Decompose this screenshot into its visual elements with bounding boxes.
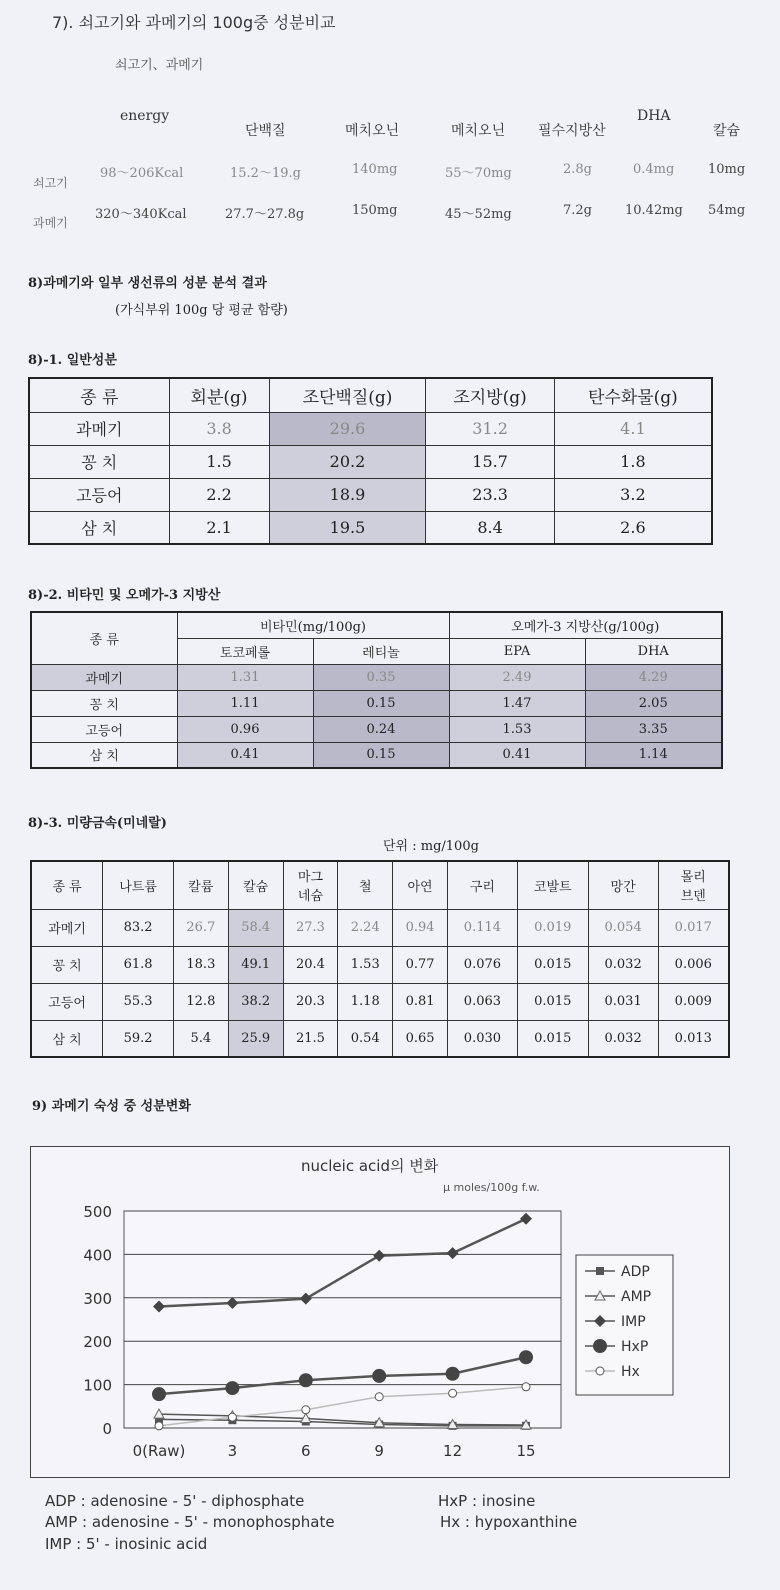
table-row	[31, 946, 729, 983]
table-cell: 0.054	[588, 909, 658, 946]
table-cell: 0.77	[393, 946, 448, 983]
table-cell: 0.031	[588, 983, 658, 1020]
table-header: 코발트	[517, 861, 588, 909]
table-cell: 8.4	[426, 511, 554, 544]
chart-title: nucleic acid의 변화	[301, 1157, 439, 1175]
data-point-hx	[375, 1393, 383, 1401]
table-cell: 0.41	[449, 742, 585, 768]
x-tick-label: 0(Raw)	[132, 1442, 186, 1460]
data-point-hxp	[152, 1387, 166, 1401]
table-cell: 2.1	[169, 511, 269, 544]
table-cell: 1.53	[338, 946, 393, 983]
table-cell: 0.41	[177, 742, 313, 768]
x-tick-label: 9	[374, 1442, 384, 1460]
data-point-hx	[228, 1413, 236, 1421]
col-header-methionine-2: 메치오닌	[451, 123, 506, 139]
table-cell: 19.5	[269, 511, 426, 544]
table-header: 칼륨	[173, 861, 228, 909]
table-cell: 20.4	[283, 946, 338, 983]
table-cell: 4.29	[585, 664, 722, 690]
cell: 98～206Kcal	[100, 166, 184, 181]
cell: 10mg	[708, 162, 746, 177]
x-tick-label: 6	[301, 1442, 311, 1460]
cell: 10.42mg	[625, 203, 683, 218]
data-point-hxp	[446, 1367, 460, 1381]
table-cell: 꽁 치	[31, 946, 103, 983]
table-cell: 삼 치	[31, 742, 177, 768]
table-row	[31, 664, 722, 690]
chart-svg	[31, 1147, 729, 1477]
table-header: 망간	[588, 861, 658, 909]
legend-label: Hx	[621, 1364, 640, 1380]
y-tick-label: 500	[83, 1203, 112, 1221]
data-point-hxp	[519, 1350, 533, 1364]
x-tick-label: 12	[443, 1442, 463, 1460]
table-row	[31, 983, 729, 1020]
table-cell: 59.2	[103, 1020, 174, 1057]
table-header-row	[31, 612, 722, 638]
table-cell: 20.3	[283, 983, 338, 1020]
table-cell: 0.032	[588, 946, 658, 983]
table3-title: 8)-3. 미량금속(미네랄)	[28, 816, 167, 831]
table-cell: 3.8	[169, 412, 269, 445]
y-tick-label: 200	[83, 1333, 112, 1352]
table-cell: 0.15	[313, 690, 449, 716]
table-cell: 1.31	[177, 664, 313, 690]
table-cell: 1.53	[449, 716, 585, 742]
section7-title: 7). 쇠고기와 과메기의 100g중 성분비교	[52, 13, 336, 32]
table-cell: 49.1	[228, 946, 283, 983]
table-cell: 4.1	[554, 412, 712, 445]
table-cell: 26.7	[173, 909, 228, 946]
plot-area	[124, 1211, 561, 1428]
table-cell: 2.49	[449, 664, 585, 690]
table-cell: 0.015	[517, 946, 588, 983]
table1-title: 8)-1. 일반성분	[28, 353, 117, 368]
table-cell: 0.54	[338, 1020, 393, 1057]
cell: 2.8g	[563, 162, 592, 177]
table-cell: 과메기	[31, 664, 177, 690]
table-cell: 1.14	[585, 742, 722, 768]
table-header: 종 류	[29, 378, 169, 412]
cell: 15.2～19.g	[230, 166, 301, 181]
data-point-hx	[449, 1389, 457, 1397]
table-row	[29, 478, 712, 511]
table-header: 몰리 브덴	[658, 861, 729, 909]
nucleic-acid-chart	[30, 1146, 730, 1478]
table-cell: 58.4	[228, 909, 283, 946]
legend-label: HxP	[621, 1339, 649, 1355]
cell: 55～70mg	[445, 166, 512, 181]
cell: 0.4mg	[633, 162, 675, 177]
cell: 140mg	[352, 162, 398, 177]
table-header: 마그 네슘	[283, 861, 338, 909]
table-cell: 1.5	[169, 445, 269, 478]
table-cell: 0.81	[393, 983, 448, 1020]
table-cell: 29.6	[269, 412, 426, 445]
table-cell: 20.2	[269, 445, 426, 478]
data-point-hxp	[225, 1381, 239, 1395]
x-tick-label: 15	[516, 1442, 536, 1460]
table-cell: 0.076	[447, 946, 517, 983]
table-cell: 2.24	[338, 909, 393, 946]
table-cell: 83.2	[103, 909, 174, 946]
y-tick-label: 0	[102, 1420, 112, 1438]
col-header-energy: energy	[120, 108, 170, 124]
table-cell: 1.47	[449, 690, 585, 716]
table-header: 종 류	[31, 861, 103, 909]
abbr-hxp: HxP : inosine	[438, 1492, 536, 1510]
section8-title: 8)과메기와 일부 생선류의 성분 분석 결과	[28, 276, 267, 291]
table-cell: 꽁 치	[31, 690, 177, 716]
table-row	[29, 445, 712, 478]
table-cell: 27.3	[283, 909, 338, 946]
table-cell: 0.94	[393, 909, 448, 946]
cell: 45～52mg	[445, 207, 512, 222]
x-tick-label: 3	[227, 1442, 238, 1460]
table-header: 종 류	[31, 612, 177, 664]
table-cell: 21.5	[283, 1020, 338, 1057]
table-header: 구리	[447, 861, 517, 909]
table-cell: 고등어	[31, 716, 177, 742]
table-cell: 고등어	[31, 983, 103, 1020]
table-header-group: 비타민(mg/100g)	[177, 612, 449, 638]
table-cell: 0.009	[658, 983, 729, 1020]
table-cell: 12.8	[173, 983, 228, 1020]
table-header: 철	[338, 861, 393, 909]
table-row	[29, 511, 712, 544]
table-cell: 0.019	[517, 909, 588, 946]
table-cell: 0.015	[517, 983, 588, 1020]
data-point-hxp	[299, 1373, 313, 1387]
trace-metals-table	[30, 860, 730, 1058]
table-cell: 3.2	[554, 478, 712, 511]
legend-label: ADP	[621, 1264, 650, 1280]
table-cell: 18.3	[173, 946, 228, 983]
table-cell: 0.063	[447, 983, 517, 1020]
table-cell: 1.18	[338, 983, 393, 1020]
table-cell: 2.05	[585, 690, 722, 716]
abbr-amp: AMP : adenosine - 5' - monophosphate	[45, 1513, 335, 1531]
table-header: 조지방(g)	[426, 378, 554, 412]
table-header-group: 오메가-3 지방산(g/100g)	[449, 612, 722, 638]
table2-title: 8)-2. 비타민 및 오메가-3 지방산	[28, 588, 221, 603]
data-point-hxp	[372, 1369, 386, 1383]
table-cell: 0.35	[313, 664, 449, 690]
cell: 54mg	[708, 203, 746, 218]
table-header: 레티놀	[313, 638, 449, 664]
table-cell: 0.030	[447, 1020, 517, 1057]
data-point-hx	[522, 1383, 530, 1391]
legend-label: IMP	[621, 1314, 646, 1330]
table-cell: 0.006	[658, 946, 729, 983]
legend-label: AMP	[621, 1289, 652, 1305]
table-cell: 1.8	[554, 445, 712, 478]
table-header-row	[29, 378, 712, 412]
table-cell: 삼 치	[29, 511, 169, 544]
y-tick-label: 300	[83, 1289, 112, 1308]
abbr-adp: ADP : adenosine - 5' - diphosphate	[45, 1492, 305, 1510]
table-cell: 0.24	[313, 716, 449, 742]
row-label-beef: 쇠고기	[33, 176, 68, 190]
y-tick-label: 400	[83, 1246, 112, 1265]
general-components-table	[28, 377, 713, 545]
table3-unit: 단위 : mg/100g	[383, 839, 479, 854]
table-cell: 15.7	[426, 445, 554, 478]
table-cell: 3.35	[585, 716, 722, 742]
table-cell: 0.15	[313, 742, 449, 768]
table-cell: 2.2	[169, 478, 269, 511]
table-cell: 25.9	[228, 1020, 283, 1057]
table-row	[31, 690, 722, 716]
abbr-hx: Hx : hypoxanthine	[440, 1513, 578, 1531]
legend-marker-adp	[596, 1267, 604, 1275]
table-header: EPA	[449, 638, 585, 664]
cell: 320～340Kcal	[95, 207, 187, 222]
table-cell: 0.65	[393, 1020, 448, 1057]
table-cell: 과메기	[31, 909, 103, 946]
table-header-row	[31, 861, 729, 909]
section7-subtitle: 쇠고기、과메기	[115, 58, 204, 73]
table-header: 아연	[393, 861, 448, 909]
table-cell: 고등어	[29, 478, 169, 511]
table-header: 회분(g)	[169, 378, 269, 412]
table-cell: 0.015	[517, 1020, 588, 1057]
cell: 7.2g	[563, 203, 592, 218]
table-cell: 꽁 치	[29, 445, 169, 478]
table-header: 나트륨	[103, 861, 174, 909]
table-cell: 2.6	[554, 511, 712, 544]
cell: 27.7～27.8g	[225, 207, 305, 222]
table-cell: 61.8	[103, 946, 174, 983]
table-cell: 23.3	[426, 478, 554, 511]
table-cell: 38.2	[228, 983, 283, 1020]
col-header-protein: 단백질	[245, 123, 286, 139]
table-cell: 0.032	[588, 1020, 658, 1057]
table-cell: 31.2	[426, 412, 554, 445]
table-cell: 0.017	[658, 909, 729, 946]
table-row	[31, 742, 722, 768]
table-header: 칼슘	[228, 861, 283, 909]
table-row	[31, 909, 729, 946]
table-row	[31, 1020, 729, 1057]
row-label-gwamegi: 과메기	[33, 216, 68, 230]
table-row	[29, 412, 712, 445]
table-cell: 삼 치	[31, 1020, 103, 1057]
abbr-imp: IMP : 5' - inosinic acid	[45, 1535, 208, 1553]
table-header: DHA	[585, 638, 722, 664]
table-cell: 0.96	[177, 716, 313, 742]
data-point-hx	[302, 1406, 310, 1414]
col-header-essential-fatty-acid: 필수지방산	[538, 123, 606, 139]
data-point-hx	[155, 1422, 163, 1430]
chart-unit-label: μ moles/100g f.w.	[443, 1181, 540, 1194]
y-tick-label: 100	[83, 1376, 112, 1395]
col-header-dha: DHA	[637, 108, 671, 124]
col-header-methionine-1: 메치오닌	[345, 123, 400, 139]
col-header-calcium: 칼슘	[713, 123, 741, 139]
section9-title: 9) 과메기 숙성 중 성분변화	[32, 1099, 191, 1114]
table-cell: 55.3	[103, 983, 174, 1020]
legend-marker-hx	[596, 1367, 604, 1375]
table-cell: 0.114	[447, 909, 517, 946]
table-cell: 5.4	[173, 1020, 228, 1057]
table-cell: 과메기	[29, 412, 169, 445]
table-cell: 1.11	[177, 690, 313, 716]
table-header: 조단백질(g)	[269, 378, 426, 412]
table-header: 탄수화물(g)	[554, 378, 712, 412]
cell: 150mg	[352, 203, 398, 218]
table-cell: 0.013	[658, 1020, 729, 1057]
section8-subtitle: (가식부위 100g 당 평균 함량)	[115, 303, 288, 318]
legend-marker-hxp	[593, 1339, 607, 1353]
table-row	[31, 716, 722, 742]
vitamin-omega3-table	[30, 611, 723, 769]
table-cell: 18.9	[269, 478, 426, 511]
table-header: 토코페롤	[177, 638, 313, 664]
